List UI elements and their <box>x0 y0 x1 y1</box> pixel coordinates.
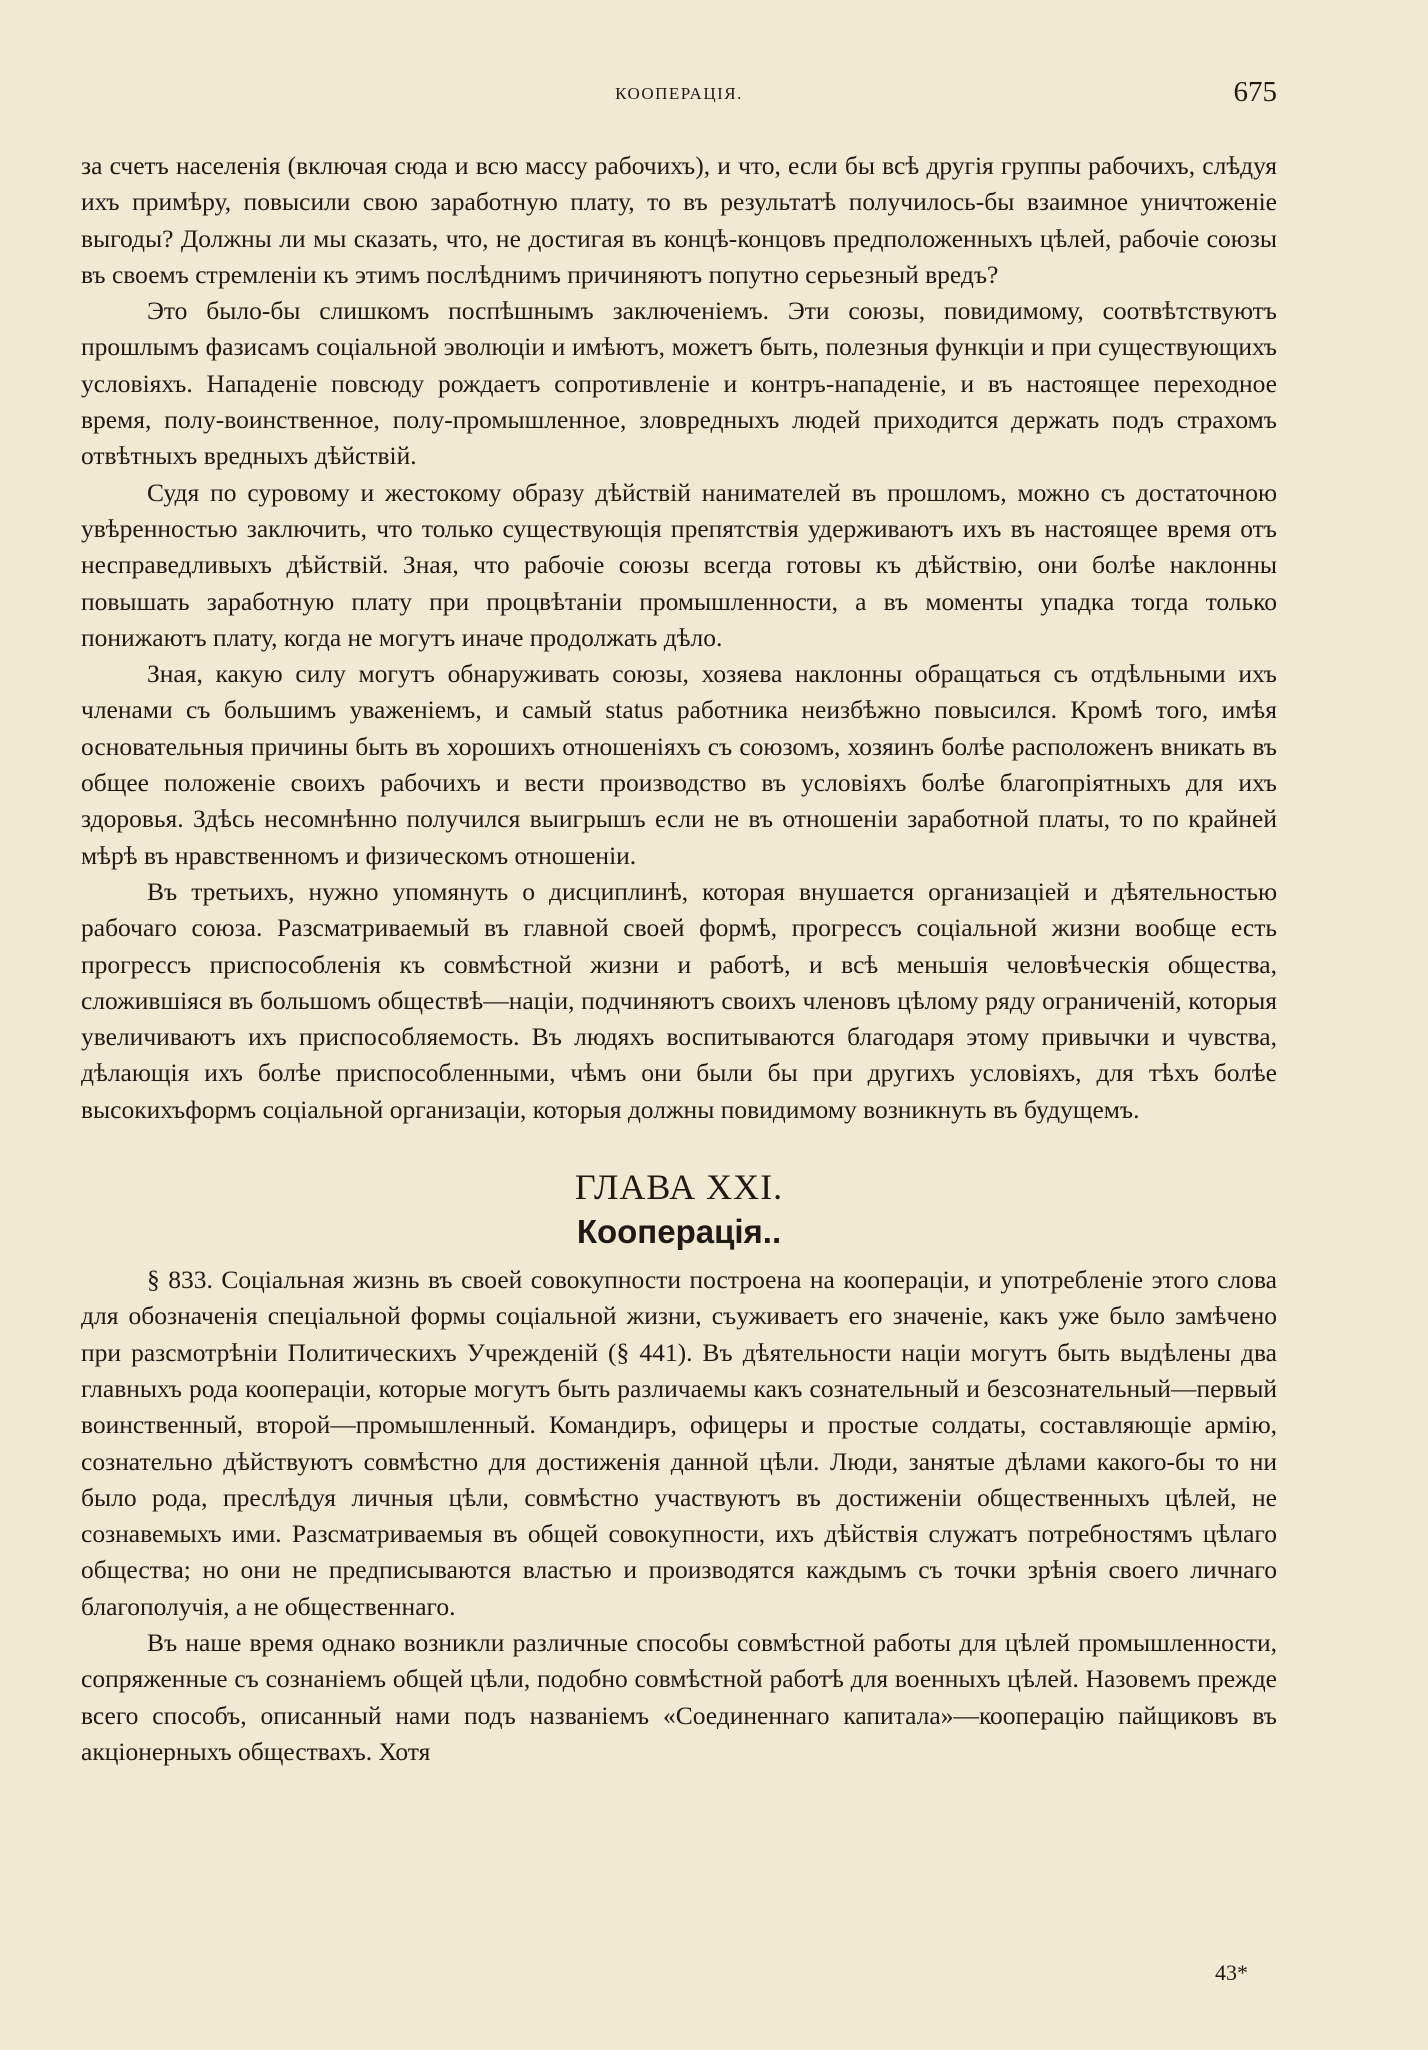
signature-mark: 43* <box>1215 1960 1248 1985</box>
paragraph: Зная, какую силу могутъ обнаруживать союзы, хозяева наклонны обращаться съ отдѣльными ихъ членами съ большимъ уваженіемъ, и самый status работника неизбѣжно повысился. Кромѣ того, имѣя основательныя причины быть въ хорошихъ отношеніяхъ съ союзомъ, хозяинъ болѣе расположенъ вникать въ общее положеніе своихъ рабочихъ и вести производство въ условіяхъ болѣе благопріятныхъ для ихъ здоровья. Здѣсь несомнѣнно получился выигрышъ если не въ отношеніи заработной платы, то по крайней мѣрѣ въ нравственномъ и физическомъ отношеніи. <box>81 659 1277 870</box>
chapter-number: ГЛАВА XXI. <box>574 1167 784 1208</box>
paragraph: Въ третьихъ, нужно упомянуть о дисциплинѣ, которая внушается организаціей и дѣятельностью рабочаго союза. Разсматриваемый въ главной своей формѣ, прогрессъ соціальной жизни вообще есть прогрессъ приспособленія къ совмѣстной жизни и работѣ, и всѣ меньшія человѣческія общества, сложившіяся въ большомъ обществѣ—націи, подчиняютъ своихъ членовъ цѣлому ряду ограниченій, которыя увеличиваютъ ихъ приспособляемость. Въ людяхъ воспитываются благодаря этому привычки и чувства, дѣлающія ихъ болѣе приспособленными, чѣмъ они были бы при другихъ условіяхъ, для тѣхъ болѣе высокихъформъ соціальной организаціи, которыя должны повидимому возникнуть въ будущемъ. <box>81 876 1277 1124</box>
paragraph: Судя по суровому и жестокому образу дѣйствій нанимателей въ прошломъ, можно съ достаточною увѣренностью заключить, что только существующія препятствія удерживаютъ ихъ въ настоящее время отъ несправедливыхъ дѣйствій. Зная, что рабочіе союзы всегда готовы къ дѣйствію, они болѣе наклонны повышать заработную плату при процвѣтаніи промышленности, а въ моменты упадка тогда только понижаютъ плату, когда не могутъ иначе продолжать дѣло. <box>81 477 1277 652</box>
paragraph-section-833: § 833. Соціальная жизнь въ своей совокупности построена на коопераціи, и употребленіе этого слова для обозначенія спеціальной формы соціальной жизни, съуживаетъ его значеніе, какъ уже было замѣчено при разсмотрѣніи Политическихъ Учрежденій (§ 441). Въ дѣятельности націи могутъ быть выдѣлены два главныхъ рода коопераціи, которые могутъ быть различаемы какъ сознательный и безсознательный—первый воинственный, второй—промышленный. Командиръ, офицеры и простые солдаты, составляющіе армію, сознательно дѣйствуютъ совмѣстно для достиженія данной цѣли. Люди, занятые дѣлами какого-бы то ни было рода, преслѣдуя личныя цѣли, совмѣстно участвуютъ въ достиженіи общественныхъ цѣлей, не сознавемыхъ ими. Разсматриваемыя въ общей совокупности, ихъ дѣйствія служатъ потребностямъ цѣлаго общества; но они не предписываются властью и производятся каждымъ съ точки зрѣнія своего личнаго благополучія, а не общественнаго. <box>81 1265 1277 1621</box>
chapter-title: Кооперація.. <box>576 1213 782 1251</box>
page-body <box>81 148 1277 1770</box>
page-header <box>81 76 1277 112</box>
paragraph-continued: за счетъ населенія (включая сюда и всю массу рабочихъ), и что, если бы всѣ другія группы рабочихъ, слѣдуя ихъ примѣру, повысили свою заработную плату, то въ результатѣ получилось-бы взаимное уничтоженіе выгоды? Должны ли мы сказать, что, не достигая въ концѣ-концовъ предположенныхъ цѣлей, рабочіе союзы въ своемъ стремленіи къ этимъ послѣднимъ причиняютъ попутно серьезный вредъ? <box>81 151 1277 289</box>
paragraph: Въ наше время однако возникли различные способы совмѣстной работы для цѣлей промышленности, сопряженные съ сознаніемъ общей цѣли, подобно совмѣстной работѣ для военныхъ цѣлей. Назовемъ прежде всего способъ, описанный нами подъ названіемъ «Соединеннаго капитала»—кооперацію пайщиковъ въ акціонерныхъ обществахъ. Хотя <box>81 1627 1277 1766</box>
page-number: 675 <box>1233 76 1277 108</box>
running-title: КООПЕРАЦІЯ. <box>615 84 743 103</box>
paragraph: Это было-бы слишкомъ поспѣшнымъ заключеніемъ. Эти союзы, повидимому, соотвѣтствуютъ прошлымъ фазисамъ соціальной эволюціи и имѣютъ, можетъ быть, полезныя функціи и при существующихъ условіяхъ. Нападеніе повсюду рождаетъ сопротивленіе и контръ-нападеніе, и въ настоящее переходное время, полу-воинственное, полу-промышленное, зловредныхъ людей приходится держать подъ страхомъ отвѣтныхъ вредныхъ дѣйствій. <box>81 296 1277 471</box>
